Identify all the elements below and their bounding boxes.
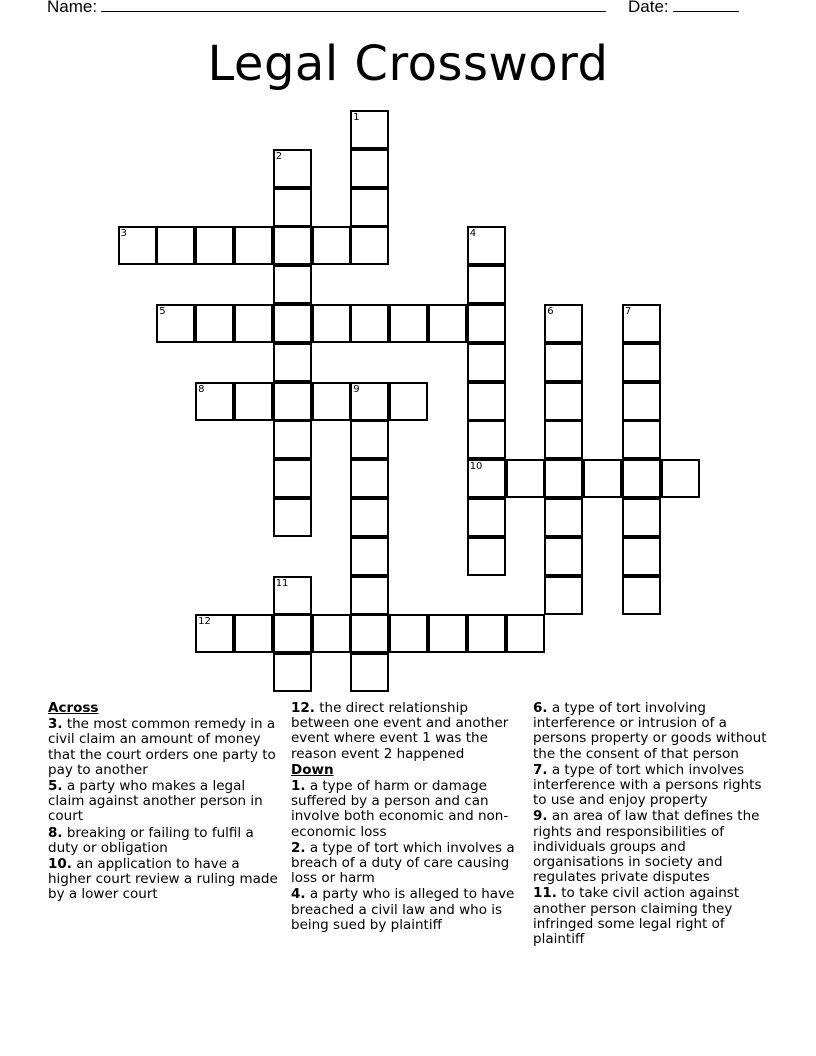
grid-cell[interactable]: [544, 382, 583, 421]
grid-cell[interactable]: [622, 420, 661, 459]
grid-cell[interactable]: [467, 459, 506, 498]
grid-cell[interactable]: [622, 498, 661, 537]
grid-cell[interactable]: [622, 576, 661, 615]
date-label: Date:: [628, 0, 669, 16]
grid-cell[interactable]: [467, 265, 506, 304]
grid-cell[interactable]: [273, 498, 312, 537]
grid-cell[interactable]: [273, 304, 312, 343]
clue-number: 12: [198, 616, 211, 628]
clue-number: 4: [469, 228, 477, 240]
grid-cell[interactable]: [312, 226, 351, 265]
grid-cell[interactable]: [273, 653, 312, 692]
grid-cell[interactable]: [389, 304, 428, 343]
clue-number: 1: [353, 112, 360, 123]
grid-cell[interactable]: [273, 459, 312, 498]
grid-cell[interactable]: [350, 110, 389, 149]
grid-cell[interactable]: [273, 576, 312, 615]
grid-cell[interactable]: [273, 265, 312, 304]
grid-cell[interactable]: [467, 537, 506, 576]
grid-cell[interactable]: [312, 304, 351, 343]
clue-down-7: 7. a type of tort which involves interference with a persons rights to use and enjoy property: [533, 761, 762, 809]
clues-column-3: [533, 701, 773, 948]
grid-cell[interactable]: [118, 226, 157, 265]
grid-cell[interactable]: [622, 343, 661, 382]
grid-cell[interactable]: [544, 576, 583, 615]
clue-across-8: 8. breaking or failing to fulfil a duty or obligation: [48, 824, 254, 856]
grid-cell[interactable]: [544, 498, 583, 537]
grid-cell[interactable]: [195, 226, 234, 265]
grid-cell[interactable]: [389, 614, 428, 653]
grid-cell[interactable]: [156, 226, 195, 265]
grid-cell[interactable]: [467, 614, 506, 653]
clue-number: 8: [198, 383, 205, 395]
clue-across-3: 3. the most common remedy in a civil claim an amount of money that the court orders one party to pay to another: [48, 716, 276, 778]
grid-cell[interactable]: [273, 149, 312, 188]
grid-cell[interactable]: [350, 614, 389, 653]
grid-cell[interactable]: [350, 226, 389, 265]
grid-cell[interactable]: [467, 226, 506, 265]
grid-cell[interactable]: [350, 149, 389, 188]
grid-cell[interactable]: [312, 382, 351, 421]
grid-cell[interactable]: [273, 382, 312, 421]
grid-cell[interactable]: [234, 614, 273, 653]
grid-cell[interactable]: [467, 382, 506, 421]
grid-cell[interactable]: [544, 343, 583, 382]
grid-cell[interactable]: [506, 614, 545, 653]
grid-cell[interactable]: [544, 537, 583, 576]
grid-cell[interactable]: [350, 382, 389, 421]
grid-cell[interactable]: [312, 614, 351, 653]
clue-down-11: 11. to take civil action against another person claiming they infringed some legal right of plaintiff: [533, 885, 740, 948]
clue-number: 3: [120, 228, 127, 240]
down-heading: Down: [291, 761, 334, 778]
grid-cell[interactable]: [195, 614, 234, 653]
clue-down-4: 4. a party who is alleged to have breached a civil law and who is being sued by plaintiff: [291, 886, 515, 933]
grid-cell[interactable]: [195, 382, 234, 421]
grid-cell[interactable]: [467, 420, 506, 459]
grid-cell[interactable]: [350, 420, 389, 459]
grid-cell[interactable]: [467, 343, 506, 382]
grid-cell[interactable]: [350, 459, 389, 498]
grid-cell[interactable]: [622, 459, 661, 498]
clue-number: 2: [275, 150, 283, 162]
grid-cell[interactable]: [350, 576, 389, 615]
grid-cell[interactable]: [467, 304, 506, 343]
grid-cell[interactable]: [273, 420, 312, 459]
clue-across-5: 5. a party who makes a legal claim against another person in court: [48, 778, 263, 825]
grid-cell[interactable]: [195, 304, 234, 343]
page-title: Legal Crossword: [207, 36, 609, 92]
grid-cell[interactable]: [234, 304, 273, 343]
grid-cell[interactable]: [622, 537, 661, 576]
clues-column-2: [291, 701, 525, 934]
clue-number: 11: [275, 577, 289, 589]
name-label: Name:: [47, 0, 98, 16]
clue-across-12: 12. the direct relationship between one event and another event where event 1 was the reason event 2 happened: [291, 700, 509, 762]
grid-cell[interactable]: [234, 382, 273, 421]
clue-down-1: 1. a type of harm or damage suffered by a person and can involve both economic and non-economic loss: [291, 778, 509, 840]
grid-cell[interactable]: [428, 304, 467, 343]
grid-cell[interactable]: [583, 459, 622, 498]
clues-column-1: [48, 701, 280, 904]
grid-cell[interactable]: [622, 382, 661, 421]
grid-cell[interactable]: [544, 459, 583, 498]
clue-number: 7: [624, 306, 632, 317]
grid-cell[interactable]: [273, 188, 312, 227]
across-heading: Across: [48, 700, 99, 716]
grid-cell[interactable]: [389, 382, 428, 421]
grid-cell[interactable]: [350, 537, 389, 576]
grid-cell[interactable]: [156, 304, 195, 343]
grid-cell[interactable]: [428, 614, 467, 653]
grid-cell[interactable]: [350, 188, 389, 227]
grid-cell[interactable]: [467, 498, 506, 537]
grid-cell[interactable]: [273, 614, 312, 653]
grid-cell[interactable]: [273, 343, 312, 382]
grid-cell[interactable]: [661, 459, 700, 498]
grid-cell[interactable]: [350, 653, 389, 692]
grid-cell[interactable]: [544, 420, 583, 459]
clue-across-10: 10. an application to have a higher court review a ruling made by a lower court: [48, 856, 278, 903]
clue-down-2: 2. a type of tort which involves a breach of a duty of care causing loss or harm: [291, 839, 515, 887]
grid-cell[interactable]: [350, 304, 389, 343]
clue-number: 5: [159, 306, 166, 317]
clue-number: 6: [547, 306, 554, 317]
grid-cell[interactable]: [544, 304, 583, 343]
clue-number: 10: [469, 461, 483, 473]
grid-cell[interactable]: [273, 226, 312, 265]
clue-number: 9: [353, 383, 360, 395]
clue-down-9: 9. an area of law that defines the rights and responsibilities of individuals groups and organisations in society and regulates private disputes: [533, 808, 760, 886]
grid-cell[interactable]: [622, 304, 661, 343]
grid-cell[interactable]: [350, 498, 389, 537]
grid-cell[interactable]: [506, 459, 545, 498]
clue-down-6: 6. a type of tort involving interference or intrusion of a persons property or goods without the the consent of that person: [533, 700, 767, 762]
grid-cell[interactable]: [234, 226, 273, 265]
